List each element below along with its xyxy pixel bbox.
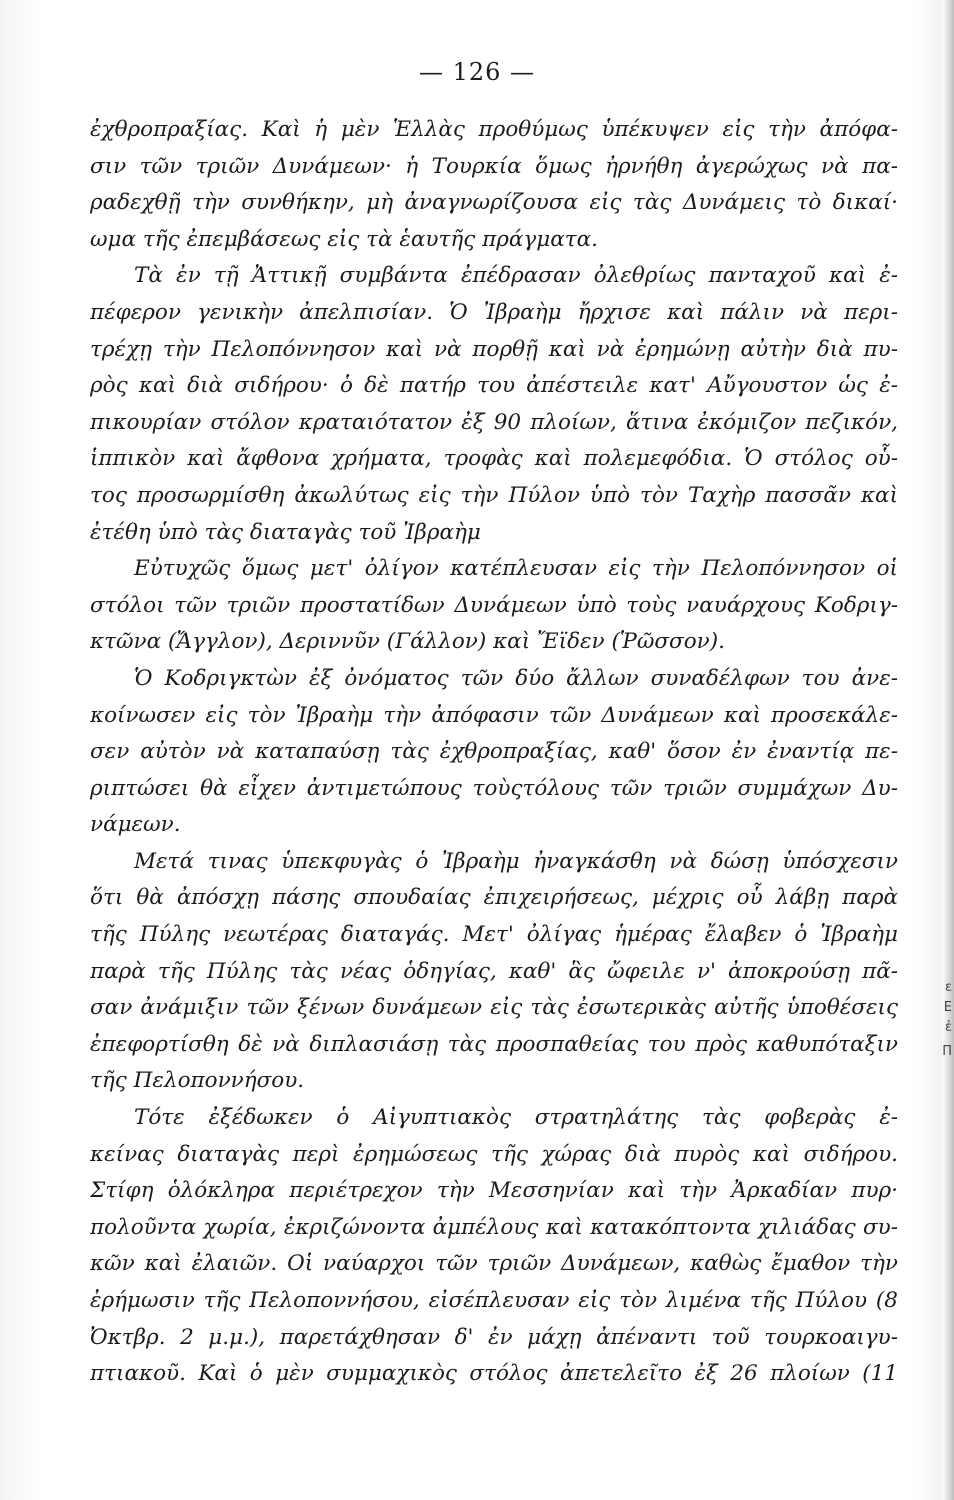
text-line: τῆς Πύλης νεωτέρας διαταγάς. Μετ' ὀλίγας ἡμέρας ἔλαβεν ὁ Ἰβραὴμ (90, 922, 898, 948)
body-text (90, 112, 898, 1393)
text-line: κείνας διαταγὰς περὶ ἐρημώσεως τῆς χώρας διὰ πυρὸς καὶ σιδήρου. (90, 1141, 898, 1167)
margin-mark: ἐ (944, 1020, 952, 1035)
text-line: Τὰ ἐν τῇ Ἀττικῇ συμβάντα ἐπέδρασαν ὀλεθρίως πανταχοῦ καὶ ἐ- (134, 263, 898, 289)
text-line: ωμα τῆς ἐπεμβάσεως εἰς τὰ ἑαυτῆς πράγματα. (90, 226, 599, 252)
page-edge-shadow (942, 0, 954, 1500)
text-line: σιν τῶν τριῶν Δυνάμεων· ἡ Τουρκία ὅμως ἠρνήθη ἀγερώχως νὰ πα- (90, 153, 898, 179)
text-line: Στίφη ὁλόκληρα περιέτρεχον τὴν Μεσσηνίαν καὶ τὴν Ἀρκαδίαν πυρ· (90, 1178, 898, 1204)
text-line: κτῶνα (Ἄγγλον), Δεριννῦν (Γάλλον) καὶ Ἔϊδεν (Ῥῶσσον). (90, 629, 725, 655)
text-line: πέφερον γενικὴν ἀπελπισίαν. Ὁ Ἰβραὴμ ἤρχισε καὶ πάλιν νὰ περι- (90, 299, 898, 325)
text-line: Ὀκτβρ. 2 μ.μ.), παρετάχθησαν δ' ἐν μάχῃ ἀπέναντι τοῦ τουρκοαιγυ- (90, 1324, 898, 1350)
text-line: κοίνωσεν εἰς τὸν Ἰβραὴμ τὴν ἀπόφασιν τῶν Δυνάμεων καὶ προσεκάλε- (90, 702, 898, 728)
text-line: Ὁ Κοδριγκτὼν ἐξ ὀνόματος τῶν δύο ἄλλων συναδέλφων του ἀνε- (134, 665, 898, 691)
page-number: — 126 — (418, 58, 536, 86)
text-line: ἐχθροπραξίας. Καὶ ἡ μὲν Ἑλλὰς προθύμως ὑπέκυψεν εἰς τὴν ἀπόφα- (90, 117, 898, 142)
text-line: παρὰ τῆς Πύλης τὰς νέας ὁδηγίας, καθ' ἃς ὤφειλε ν' ἀποκρούσῃ πᾶ- (90, 958, 898, 984)
text-line: ἐπεφορτίσθη δὲ νὰ διπλασιάσῃ τὰς προσπαθείας του πρὸς καθυπόταξιν (90, 1031, 898, 1057)
text-line: στόλοι τῶν τριῶν προστατίδων Δυνάμεων ὑπὸ τοὺς ναυάρχους Κοδριγ- (90, 592, 898, 618)
text-line: τῆς Πελοποννήσου. (90, 1068, 305, 1094)
text-line: ὅτι θὰ ἀπόσχῃ πάσης σπουδαίας ἐπιχειρήσεως, μέχρις οὗ λάβῃ παρὰ (90, 885, 898, 911)
text-line: πολοῦντα χωρία, ἐκριζώνοντα ἀμπέλους καὶ κατακόπτοντα χιλιάδας συ- (90, 1214, 898, 1240)
text-line: νάμεων. (90, 812, 181, 838)
margin-mark: ε (944, 980, 952, 995)
text-line: ραδεχθῇ τὴν συνθήκην, μὴ ἀναγνωρίζουσα εἰς τὰς Δυνάμεις τὸ δικαί· (90, 190, 898, 216)
text-line: ἐρήμωσιν τῆς Πελοποννήσου, εἰσέπλευσαν εἰς τὸν λιμένα τῆς Πύλου (8 (90, 1288, 898, 1313)
text-line: κῶν καὶ ἐλαιῶν. Οἱ ναύαρχοι τῶν τριῶν Δυνάμεων, καθὼς ἔμαθον τὴν (90, 1251, 898, 1277)
margin-mark: Π (942, 1044, 952, 1059)
text-line: πτιακοῦ. Καὶ ὁ μὲν συμμαχικὸς στόλος ἀπετελεῖτο ἐξ 26 πλοίων (11 (90, 1361, 898, 1387)
text-line: πικουρίαν στόλον κραταιότατον ἐξ 90 πλοίων, ἅτινα ἐκόμιζον πεζικόν, (90, 409, 898, 435)
text-line: ἱππικὸν καὶ ἄφθονα χρήματα, τροφὰς καὶ πολεμεφόδια. Ὁ στόλος οὗ- (90, 446, 898, 472)
text-line: σεν αὐτὸν νὰ καταπαύσῃ τὰς ἐχθροπραξίας, καθ' ὅσον ἐν ἐναντίᾳ πε- (90, 739, 898, 765)
text-line: σαν ἀνάμιξιν τῶν ξένων δυνάμεων εἰς τὰς ἐσωτερικὰς αὐτῆς ὑποθέσεις (90, 995, 898, 1021)
text-line: ριπτώσει θὰ εἶχεν ἀντιμετώπους τοὺςτόλους τῶν τριῶν συμμάχων Δυ- (90, 775, 898, 801)
text-line: τος προσωρμίσθη ἀκωλύτως εἰς τὴν Πύλον ὑπὸ τὸν Ταχὴρ πασσᾶν καὶ (90, 482, 898, 508)
text-line: ἐτέθη ὑπὸ τὰς διαταγὰς τοῦ Ἰβραὴμ (90, 519, 481, 545)
text-line: Μετά τινας ὑπεκφυγὰς ὁ Ἰβραὴμ ἠναγκάσθη νὰ δώσῃ ὑπόσχεσιν (134, 848, 898, 874)
text-line: ρὸς καὶ διὰ σιδήρου· ὁ δὲ πατήρ του ἀπέστειλε κατ' Αὔγουστον ὡς ἐ- (90, 373, 898, 399)
margin-mark: E (943, 1000, 952, 1015)
text-line: Εὐτυχῶς ὅμως μετ' ὀλίγον κατέπλευσαν εἰς τὴν Πελοπόννησον οἱ (134, 556, 898, 582)
text-line: τρέχῃ τὴν Πελοπόννησον καὶ νὰ πορθῇ καὶ νὰ ἐρημώνῃ αὐτὴν διὰ πυ- (90, 336, 898, 362)
text-line: Τότε ἐξέδωκεν ὁ Αἰγυπτιακὸς στρατηλάτης τὰς φοβερὰς ἐ- (134, 1105, 898, 1131)
